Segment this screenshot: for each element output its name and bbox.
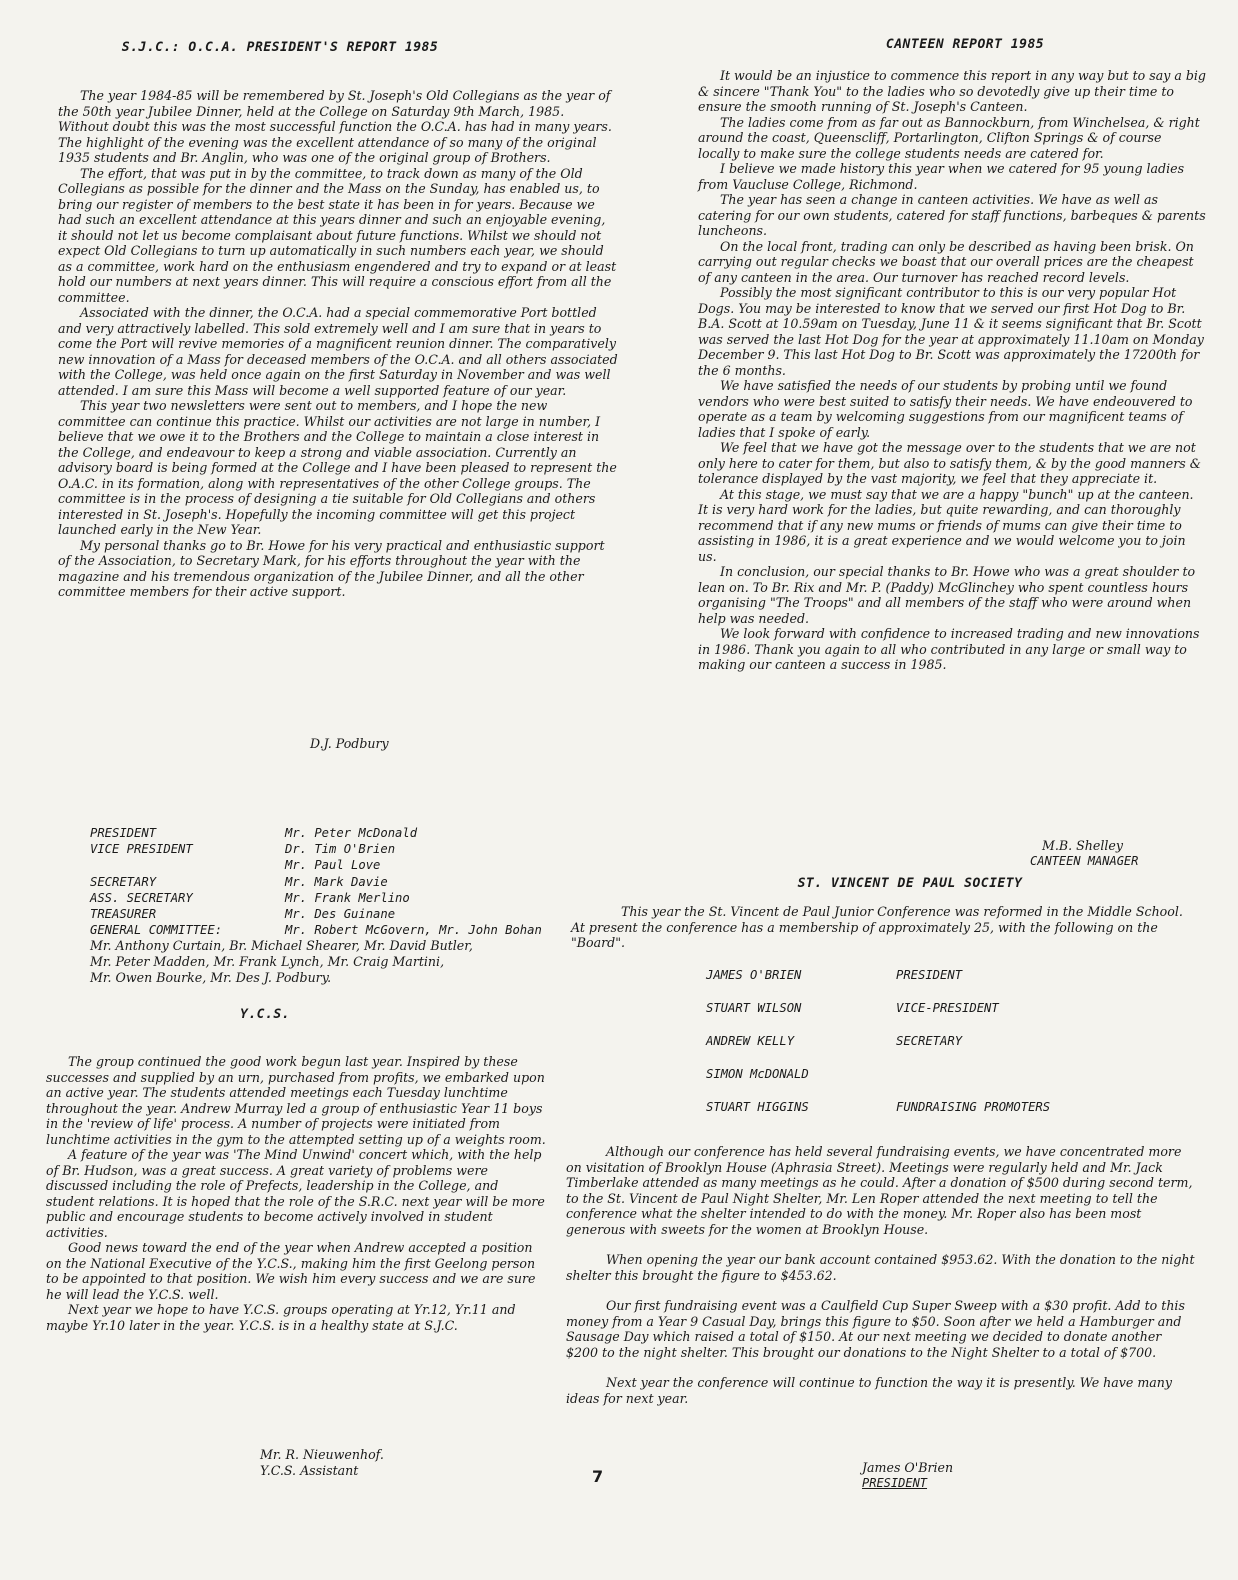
president-report-title: S.J.C.: O.C.A. PRESIDENT'S REPORT 1985 — [121, 40, 439, 55]
president-paragraph: Associated with the dinner, the O.C.A. had a special commemorative Port bottled and very attractively labelled. This sold extremely well and I am sure that in years to come the Port will revive memories of a magnificent reunion dinner. The comparatively new innovation of a Mass for deceased members of the O.C.A. and all others associated with the College, was held once again on the first Saturday in November and was well attended. I am sure this Mass will become a well supported feature of our year. — [58, 305, 618, 398]
canteen-paragraph: The year has seen a change in canteen activities. We have as well as catering for our own students, catered for staff functions, barbeques & parents luncheons. — [698, 192, 1206, 238]
officer-name: Mr. Mark Davie — [285, 874, 388, 889]
committee-line: Mr. Peter Madden, Mr. Frank Lynch, Mr. Craig Martini, — [90, 954, 445, 969]
officer-row — [90, 825, 570, 841]
canteen-signature-title: CANTEEN MANAGER — [1030, 853, 1139, 868]
board-row — [706, 1034, 1156, 1067]
svdp-paragraph: When opening the year our bank account contained $953.62. With the donation to the night shelter this brought the figure to $453.62. — [566, 1252, 1195, 1283]
ycs-paragraph: Good news toward the end of the year when Andrew accepted a position on the National Executive of the Y.C.S., making him the first Geelong person to be appointed to that position. We wish him every success and we are sure he will lead the Y.C.S. well. — [46, 1240, 536, 1302]
officer-row — [90, 922, 570, 938]
canteen-paragraph: The ladies come from as far out as Bannockburn, from Winchelsea, & right around the coast, Queenscliff, Portarlington, Clifton Springs & of course locally to make sure the college students needs are catered for. — [698, 114, 1200, 161]
ycs-paragraph: The group continued the good work begun last year. Inspired by these successes and supplied by an urn, purchased from profits, we embarked upon an active year. The students attended meetings each Tuesday lunchtime throughout the year. Andrew Murray led a group of enthusiastic Year 11 boys in the 'review of life' process. A number of projects were initiated from lunchtime activities in the gym to the attempted setting up of a weights room. — [46, 1054, 546, 1147]
officer-name: Mr. Robert McGovern, Mr. John Bohan — [285, 923, 542, 938]
ycs-body — [46, 1054, 546, 1333]
svdp-board-table — [706, 968, 1156, 1133]
officer-role: VICE PRESIDENT — [90, 842, 193, 857]
canteen-paragraph: On the local front, trading can only be described as having been brisk. On carrying out regular checks we boast that our overall prices are the cheapest of any canteen in the area. Our turnover has reached record levels. — [698, 238, 1194, 285]
ycs-paragraph: Next year we hope to have Y.C.S. groups operating at Yr.12, Yr.11 and maybe Yr.10 later in the year. Y.C.S. is in a healthy state at S.J.C. — [46, 1302, 516, 1333]
president-paragraph: The effort, that was put in by the committee, to track down as many of the Old Collegians as possible for the dinner and the Mass on the Sunday, has enabled us, to bring our register of members to the best state it has been in for years. Because we had such an excellent attendance at this years dinner and such an enjoyable evening, it should not let us become complaisant about future functions. Whilst we should not expect Old Collegians to turn up automatically in such numbers each year, we should as a committee, work hard on the enthusiasm engendered and try to expand or at least hold our numbers at next years dinner. This will require a conscious effort from all the committee. — [58, 165, 617, 305]
ycs-paragraph: A feature of the year was 'The Mind Unwind' concert which, with the help of Br. Hudson, was a great success. A great variety of problems were discussed including the role of Prefects, leadership in the College, and student relations. It is hoped that the role of the S.R.C. next year will be more public and encourage students to become actively involved in student activities. — [46, 1147, 545, 1240]
board-member-name: ANDREW KELLY — [706, 1034, 795, 1048]
committee-line: Mr. Owen Bourke, Mr. Des J. Podbury. — [90, 970, 332, 985]
president-report-body — [58, 88, 618, 600]
officer-role — [90, 857, 285, 873]
canteen-paragraph: I believe we made history this year when we catered for 95 young ladies from Vaucluse College, Richmond. — [698, 161, 1185, 192]
board-row — [706, 968, 1156, 1001]
svdp-signature-name: James O'Brien — [862, 1460, 954, 1475]
board-member-name: JAMES O'BRIEN — [706, 968, 802, 982]
officer-role: GENERAL COMMITTEE: — [90, 923, 223, 938]
board-member-name: SIMON McDONALD — [706, 1067, 809, 1081]
canteen-paragraph: It would be an injustice to commence this report in any way but to say a big & sincere "Thank You" to the ladies who so devotedly give up their time to ensure the smooth running of St. Joseph's Canteen. — [698, 68, 1206, 114]
canteen-body — [698, 68, 1206, 673]
president-paragraph: My personal thanks go to Br. Howe for his very practical and enthusiastic support of the Association, to Secretary Mark, for his efforts throughout the year with the magazine and his tremendous organization of the Jubilee Dinner, and all the other committee members for their active support. — [58, 537, 605, 599]
officer-row — [90, 874, 570, 890]
svdp-intro-text: This year the St. Vincent de Paul Junior Conference was reformed in the Middle School. At present the conference has a membership of approximately 25, with the following on the "Board". — [571, 904, 1183, 950]
ycs-title: Y.C.S. — [240, 1007, 290, 1022]
officer-name: Mr. Frank Merlino — [285, 890, 410, 905]
svdp-paragraph: Although our conference has held several fundraising events, we have concentrated more on visitation of Brooklyn House (Aphrasia Street). Meetings were regularly held and Mr. Jack Timberlake attended as many meetings as he could. After a donation of $500 during second term, to the St. Vincent de Paul Night Shelter, Mr. Len Roper attended the next meeting to tell the conference what the shelter intended to do with the money. Mr. Roper also has been most generous with sweets for the women at Brooklyn House. — [566, 1144, 1193, 1237]
board-member-name: STUART WILSON — [706, 1001, 802, 1015]
board-member-role: FUNDRAISING PROMOTERS — [896, 1100, 1051, 1114]
board-member-role: VICE-PRESIDENT — [896, 1001, 999, 1015]
officer-name: Mr. Des Guinane — [285, 907, 396, 922]
officer-row — [90, 906, 570, 922]
canteen-paragraph: Possibly the most significant contributor to this is our very popular Hot Dogs. You may be interested to know that we served our first Hot Dog to Br. B.A. Scott at 10.59am on Tuesday, June 11 & it seems significant that Br. Scott was served the last Hot Dog for the year at approximately 11.10am on Monday December 9. This last Hot Dog to Br. Scott was approximately the 17200th for the 6 months. — [698, 285, 1204, 378]
board-member-role: PRESIDENT — [896, 968, 963, 982]
board-member-role: SECRETARY — [896, 1034, 963, 1048]
canteen-paragraph: We look forward with confidence to increased trading and new innovations in 1986. Thank you again to all who contributed in any large or small way to making our canteen a success in 1985. — [698, 626, 1200, 672]
board-row — [706, 1100, 1156, 1133]
canteen-paragraph: In conclusion, our special thanks to Br. Howe who was a great shoulder to lean on. To Br. Rix and Mr. P. (Paddy) McGlinchey who spent countless hours organising "The Troops" and all members of the staff who were around when help was needed. — [698, 564, 1196, 626]
canteen-paragraph: At this stage, we must say that we are a happy "bunch" up at the canteen. It is very hard work for the ladies, but quite rewarding, and can thoroughly recommend that if any new mums or friends of mums can give their time to assisting in 1986, it is a great experience and we would welcome you to join us. — [698, 486, 1194, 564]
canteen-paragraph: We have satisfied the needs of our students by probing until we found vendors who were best suited to satisfy their needs. We have endeouvered to operate as a team by welcoming suggestions from our magnificent teams of ladies that I spoke of early. — [698, 378, 1193, 440]
officer-name: Mr. Peter McDonald — [285, 826, 418, 840]
svdp-signature-title: PRESIDENT — [862, 1475, 928, 1490]
officer-role: ASS. SECRETARY — [90, 890, 193, 905]
officer-role: TREASURER — [90, 907, 157, 922]
canteen-signature-name: M.B. Shelley — [1042, 838, 1123, 853]
svdp-title: ST. VINCENT DE PAUL SOCIETY — [797, 876, 1023, 891]
officer-name: Dr. Tim O'Brien — [285, 842, 396, 857]
canteen-paragraph: We feel that we have got the message over to the students that we are not only here to cater for them, but also to satisfy them, & by the good manners & tolerance displayed by the vast majority, we feel that they appreciate it. — [698, 440, 1201, 486]
officer-role: SECRETARY — [90, 874, 157, 889]
svdp-intro — [571, 904, 1186, 951]
president-signature: D.J. Podbury — [310, 736, 389, 751]
board-row — [706, 1067, 1156, 1100]
officer-row — [90, 841, 570, 857]
ycs-signature-name: Mr. R. Nieuwenhof. — [260, 1447, 384, 1462]
svdp-signature — [862, 1460, 953, 1491]
board-row — [706, 1001, 1156, 1034]
committee-line: Mr. Anthony Curtain, Br. Michael Shearer, Mr. David Butler, — [90, 938, 473, 953]
svdp-body — [566, 1144, 1196, 1406]
officer-role: PRESIDENT — [90, 826, 157, 840]
president-paragraph: This year two newsletters were sent out to members, and I hope the new committee can continue this practice. Whilst our activities are not large in number, I believe that we owe it to the Brothers and the College to maintain a close interest in the College, and endeavour to keep a strong and viable association. Currently an advisory board is being formed at the College and I have been pleased to represent the O.A.C. in its formation, along with representatives of the other College groups. The committee is in the process of designing a tie suitable for Old Collegians and others interested in St. Joseph's. Hopefully the incoming committee will get this project launched early in the New Year. — [58, 398, 617, 537]
officer-row — [90, 890, 570, 906]
canteen-signature — [1030, 838, 1180, 869]
president-paragraph: The year 1984-85 will be remembered by St. Joseph's Old Collegians as the year of the 50th year Jubilee Dinner, held at the College on Saturday 9th March, 1985. Without doubt this was the most successful function the O.C.A. has had in many years. The highlight of the evening was the excellent attendance of so many of the original 1935 students and Br. Anglin, who was one of the original group of Brothers. — [58, 88, 612, 165]
page-number: 7 — [592, 1467, 604, 1486]
ycs-signature-title: Y.C.S. Assistant — [260, 1462, 359, 1478]
canteen-title: CANTEEN REPORT 1985 — [885, 37, 1045, 52]
ycs-signature — [260, 1447, 384, 1478]
officer-name: Mr. Paul Love — [285, 858, 381, 873]
svdp-paragraph: Our first fundraising event was a Caulfield Cup Super Sweep with a $30 profit. Add to this money from a Year 9 Casual Day, brings this figure to $50. Soon after we held a Hamburger and Sausage Day which raised a total of $150. At our next meeting we decided to donate another $200 to the night shelter. This brought our donations to the Night Shelter to a total of $700. — [566, 1298, 1185, 1360]
officers-table — [90, 825, 570, 938]
svdp-paragraph: Next year the conference will continue to function the way it is presently. We have many ideas for next year. — [566, 1375, 1173, 1406]
board-member-name: STUART HIGGINS — [706, 1100, 809, 1114]
officer-row — [90, 857, 570, 873]
committee-continued — [90, 938, 473, 986]
